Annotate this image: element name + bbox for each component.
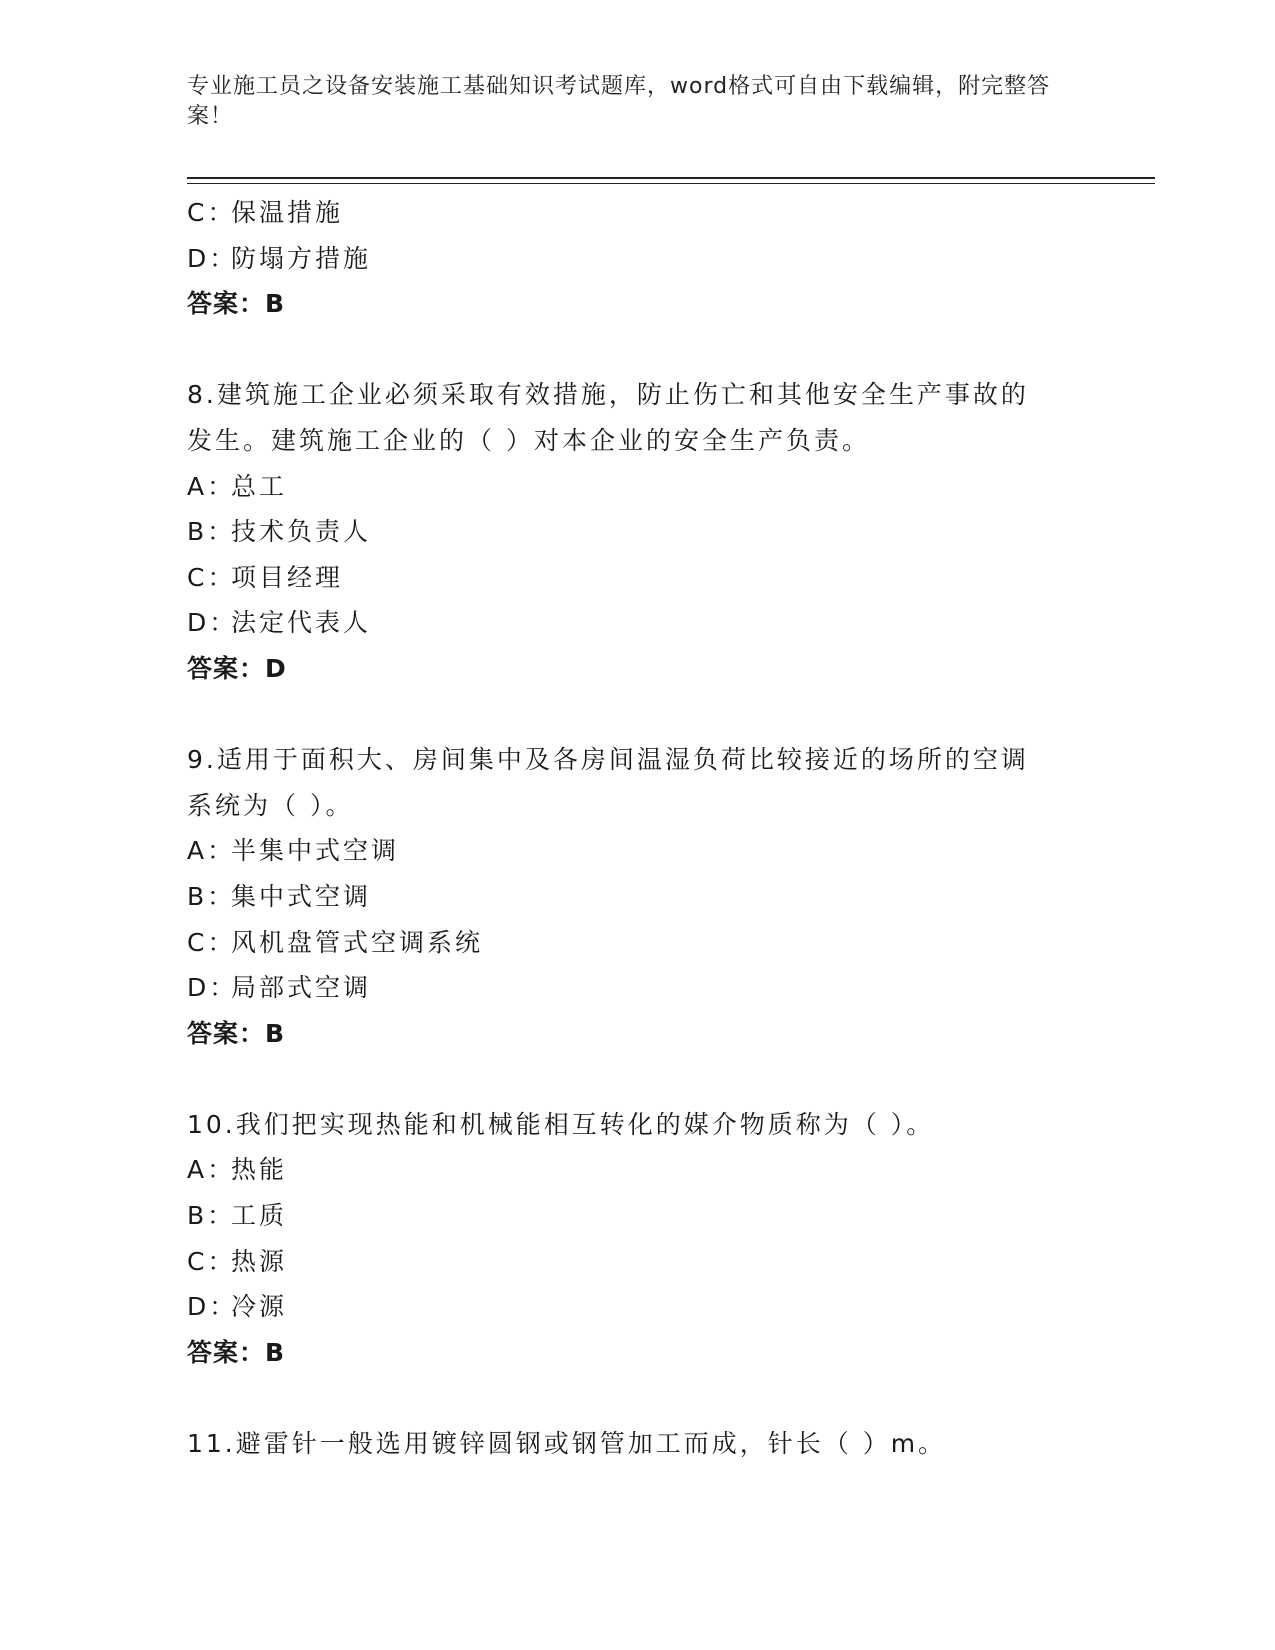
question-text-line: 9.适用于面积大、房间集中及各房间温湿负荷比较接近的场所的空调 (187, 745, 1029, 775)
option-line: C：保温措施 (187, 198, 344, 227)
option-line: C：项目经理 (187, 562, 344, 592)
question-item (187, 1421, 1117, 1467)
answer-line: 答案：D (187, 653, 287, 683)
option-line: A：热能 (187, 1155, 288, 1185)
option-line: A：半集中式空调 (187, 836, 400, 866)
option-line: B：技术负责人 (187, 517, 372, 547)
question-text-line: 系统为（ ）。 (187, 790, 354, 820)
header-rule-thick (187, 177, 1155, 179)
question-text-line: 8.建筑施工企业必须采取有效措施，防止伤亡和其他安全生产事故的 (187, 380, 1029, 410)
question-item (187, 372, 1117, 691)
option-line: B：工质 (187, 1201, 288, 1231)
option-line: D：局部式空调 (187, 973, 372, 1003)
header-rule-thin (187, 183, 1155, 184)
option-line: D：冷源 (187, 1292, 288, 1322)
carryover-block (187, 190, 1117, 327)
option-line: C：热源 (187, 1246, 288, 1276)
option-line: C：风机盘管式空调系统 (187, 927, 484, 957)
question-item (187, 737, 1117, 1056)
page-header: 专业施工员之设备安装施工基础知识考试题库，word格式可自由下载编辑，附完整答案！ (187, 74, 1051, 129)
option-line: B：集中式空调 (187, 881, 372, 911)
option-line: D：防塌方措施 (187, 243, 372, 273)
question-text-line: 发生。建筑施工企业的（ ）对本企业的安全生产负责。 (187, 425, 870, 455)
answer-line: 答案：B (187, 1018, 286, 1048)
answer-line: 答案：B (187, 1337, 286, 1367)
question-text-line: 10.我们把实现热能和机械能相互转化的媒介物质称为（ ）。 (187, 1109, 935, 1139)
answer-line: 答案：B (187, 289, 286, 319)
question-text-line: 11.避雷针一般选用镀锌圆钢或钢管加工而成，针长（ ）m。 (187, 1429, 947, 1459)
option-line: D：法定代表人 (187, 608, 372, 638)
option-line: A：总工 (187, 471, 288, 501)
question-item (187, 1102, 1117, 1376)
question-content (187, 190, 1117, 1467)
